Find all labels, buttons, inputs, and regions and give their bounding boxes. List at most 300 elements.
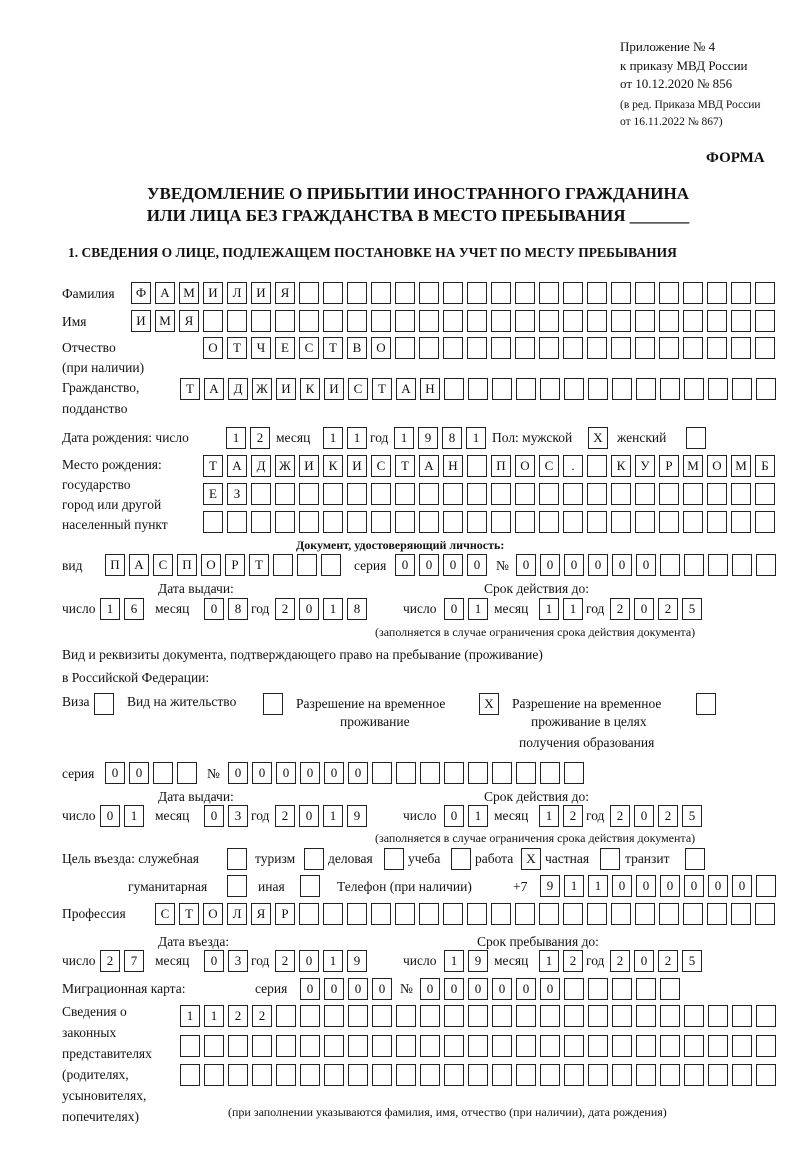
representative-cell[interactable] [180,1035,200,1057]
birthplace-cell[interactable] [731,511,751,533]
representative-cell[interactable] [468,1005,488,1027]
birthplace-cell[interactable]: Т [395,455,415,477]
name-cell[interactable] [275,310,295,332]
representative-cell[interactable] [732,1035,752,1057]
representative-cell[interactable] [420,1005,440,1027]
citizenship-cell[interactable] [492,378,512,400]
surname-cell[interactable] [539,282,559,304]
representative-cell[interactable]: 1 [204,1005,224,1027]
series-cell[interactable]: 0 [300,978,320,1000]
birthplace-cell[interactable]: А [227,455,247,477]
year-cell[interactable]: 1 [323,805,343,827]
representative-cell[interactable] [444,1005,464,1027]
surname-cell[interactable] [371,282,391,304]
citizenship-cell[interactable]: И [276,378,296,400]
phone-cell[interactable]: 9 [540,875,560,897]
birthplace-cell[interactable]: А [419,455,439,477]
number-cell[interactable] [444,762,464,784]
year-cell[interactable]: 1 [323,950,343,972]
name-cell[interactable] [587,310,607,332]
citizenship-cell[interactable] [660,378,680,400]
year-cell[interactable]: 2 [275,598,295,620]
doc-kind-cell[interactable]: А [129,554,149,576]
number-cell[interactable]: 0 [540,554,560,576]
day-cell[interactable]: 1 [468,598,488,620]
representative-cell[interactable] [612,1064,632,1086]
number-cell[interactable] [396,762,416,784]
surname-cell[interactable]: Л [227,282,247,304]
name-cell[interactable] [755,310,775,332]
surname-cell[interactable]: Я [275,282,295,304]
birthplace-cell[interactable] [275,483,295,505]
name-cell[interactable] [251,310,271,332]
phone-cell[interactable]: 0 [636,875,656,897]
sex-female-checkbox[interactable] [686,427,706,449]
month-cell[interactable]: 2 [563,950,583,972]
day-cell[interactable]: 1 [100,598,120,620]
name-cell[interactable] [659,310,679,332]
year-cell[interactable]: 5 [682,950,702,972]
citizenship-cell[interactable] [444,378,464,400]
representative-cell[interactable] [612,1035,632,1057]
representative-cell[interactable] [372,1064,392,1086]
year-cell[interactable]: 8 [347,598,367,620]
birthplace-cell[interactable] [467,483,487,505]
profession-cell[interactable] [491,903,511,925]
citizenship-cell[interactable] [612,378,632,400]
day-cell[interactable]: 7 [124,950,144,972]
representative-cell[interactable] [444,1064,464,1086]
sex-male-checkbox[interactable]: X [588,427,608,449]
purpose-humanitarian-checkbox[interactable] [227,875,247,897]
birthplace-cell[interactable]: И [299,455,319,477]
birthplace-cell[interactable]: Н [443,455,463,477]
birthplace-cell[interactable]: Б [755,455,775,477]
month-cell[interactable]: 0 [204,950,224,972]
representative-cell[interactable] [204,1064,224,1086]
series-cell[interactable]: 0 [443,554,463,576]
representative-cell[interactable] [324,1064,344,1086]
surname-cell[interactable] [395,282,415,304]
number-cell[interactable] [564,762,584,784]
representative-cell[interactable] [732,1005,752,1027]
number-cell[interactable]: 0 [636,554,656,576]
phone-cell[interactable]: 0 [732,875,752,897]
representative-cell[interactable] [588,1035,608,1057]
patronymic-cell[interactable] [635,337,655,359]
purpose-business-checkbox[interactable] [384,848,404,870]
number-cell[interactable] [420,762,440,784]
representative-cell[interactable] [564,1005,584,1027]
patronymic-cell[interactable] [515,337,535,359]
representative-cell[interactable] [492,1005,512,1027]
year-cell[interactable]: 0 [299,805,319,827]
name-cell[interactable] [203,310,223,332]
patronymic-cell[interactable]: О [371,337,391,359]
year-cell[interactable]: 2 [658,805,678,827]
representative-cell[interactable] [300,1035,320,1057]
year-cell[interactable]: 2 [610,598,630,620]
citizenship-cell[interactable]: Ж [252,378,272,400]
patronymic-cell[interactable] [587,337,607,359]
birthplace-cell[interactable] [707,483,727,505]
number-cell[interactable] [516,762,536,784]
phone-cell[interactable]: 1 [564,875,584,897]
representative-cell[interactable] [684,1035,704,1057]
name-cell[interactable] [731,310,751,332]
citizenship-cell[interactable]: Д [228,378,248,400]
number-cell[interactable]: 0 [252,762,272,784]
doc-kind-cell[interactable]: О [201,554,221,576]
year-cell[interactable]: 0 [634,950,654,972]
birthplace-cell[interactable]: К [323,455,343,477]
patronymic-cell[interactable] [707,337,727,359]
birthplace-cell[interactable]: Ж [275,455,295,477]
citizenship-cell[interactable] [516,378,536,400]
month-cell[interactable]: 1 [563,598,583,620]
profession-cell[interactable]: О [203,903,223,925]
phone-cell[interactable]: 0 [660,875,680,897]
representative-cell[interactable] [300,1064,320,1086]
surname-cell[interactable] [755,282,775,304]
representative-cell[interactable] [492,1035,512,1057]
representative-cell[interactable] [348,1064,368,1086]
birthplace-cell[interactable] [755,511,775,533]
representative-cell[interactable] [540,1005,560,1027]
birthplace-cell[interactable] [419,483,439,505]
surname-cell[interactable] [587,282,607,304]
doc-kind-cell[interactable] [297,554,317,576]
birthplace-cell[interactable]: К [611,455,631,477]
representative-cell[interactable] [564,1064,584,1086]
patronymic-cell[interactable]: Т [227,337,247,359]
birthplace-cell[interactable] [275,511,295,533]
representative-cell[interactable] [612,1005,632,1027]
representative-cell[interactable]: 1 [180,1005,200,1027]
series-cell[interactable] [177,762,197,784]
profession-cell[interactable]: Р [275,903,295,925]
citizenship-cell[interactable] [636,378,656,400]
month-cell[interactable]: 8 [228,598,248,620]
citizenship-cell[interactable]: К [300,378,320,400]
profession-cell[interactable] [731,903,751,925]
citizenship-cell[interactable] [540,378,560,400]
profession-cell[interactable] [611,903,631,925]
profession-cell[interactable] [347,903,367,925]
birthplace-cell[interactable] [539,483,559,505]
representative-cell[interactable] [564,1035,584,1057]
representative-cell[interactable] [516,1035,536,1057]
representative-cell[interactable] [276,1064,296,1086]
patronymic-cell[interactable] [731,337,751,359]
name-cell[interactable] [611,310,631,332]
number-cell[interactable] [708,554,728,576]
birthplace-cell[interactable] [371,483,391,505]
citizenship-cell[interactable]: Т [180,378,200,400]
representative-cell[interactable] [636,1035,656,1057]
profession-cell[interactable] [755,903,775,925]
name-cell[interactable] [395,310,415,332]
patronymic-cell[interactable] [755,337,775,359]
surname-cell[interactable] [563,282,583,304]
phone-cell[interactable]: 0 [684,875,704,897]
surname-cell[interactable]: А [155,282,175,304]
number-cell[interactable]: 0 [612,554,632,576]
year-cell[interactable]: 0 [634,598,654,620]
patronymic-cell[interactable] [419,337,439,359]
patronymic-cell[interactable] [491,337,511,359]
number-cell[interactable]: 0 [516,554,536,576]
patronymic-cell[interactable] [395,337,415,359]
profession-cell[interactable] [395,903,415,925]
patronymic-cell[interactable] [563,337,583,359]
series-cell[interactable]: 0 [372,978,392,1000]
profession-cell[interactable] [587,903,607,925]
surname-cell[interactable] [611,282,631,304]
number-cell[interactable] [636,978,656,1000]
birthplace-cell[interactable]: И [347,455,367,477]
number-cell[interactable] [660,554,680,576]
month-cell[interactable]: 2 [563,805,583,827]
number-cell[interactable]: 0 [420,978,440,1000]
representative-cell[interactable] [540,1064,560,1086]
representative-cell[interactable] [684,1005,704,1027]
profession-cell[interactable] [323,903,343,925]
surname-cell[interactable] [443,282,463,304]
year-cell[interactable]: 2 [610,950,630,972]
doc-kind-cell[interactable] [321,554,341,576]
birthplace-cell[interactable]: . [563,455,583,477]
surname-cell[interactable] [707,282,727,304]
number-cell[interactable]: 0 [348,762,368,784]
profession-cell[interactable] [539,903,559,925]
year-cell[interactable]: 8 [442,427,462,449]
year-cell[interactable]: 1 [466,427,486,449]
birthplace-cell[interactable] [587,511,607,533]
birthplace-cell[interactable] [443,511,463,533]
representative-cell[interactable] [708,1064,728,1086]
patronymic-cell[interactable] [659,337,679,359]
series-cell[interactable]: 0 [129,762,149,784]
year-cell[interactable]: 9 [347,805,367,827]
name-cell[interactable] [635,310,655,332]
representative-cell[interactable] [492,1064,512,1086]
year-cell[interactable]: 0 [299,598,319,620]
surname-cell[interactable] [635,282,655,304]
surname-cell[interactable] [491,282,511,304]
citizenship-cell[interactable] [708,378,728,400]
doc-kind-cell[interactable]: Т [249,554,269,576]
name-cell[interactable] [227,310,247,332]
representative-cell[interactable] [228,1064,248,1086]
patronymic-cell[interactable]: Т [323,337,343,359]
year-cell[interactable]: 2 [275,950,295,972]
day-cell[interactable]: 9 [468,950,488,972]
representative-cell[interactable] [708,1035,728,1057]
year-cell[interactable]: 9 [347,950,367,972]
name-cell[interactable] [419,310,439,332]
birthplace-cell[interactable] [323,483,343,505]
name-cell[interactable]: М [155,310,175,332]
representative-cell[interactable] [660,1005,680,1027]
birthplace-cell[interactable] [707,511,727,533]
phone-cell[interactable] [756,875,776,897]
doc-kind-cell[interactable]: Р [225,554,245,576]
representative-cell[interactable] [468,1035,488,1057]
patronymic-cell[interactable]: Ч [251,337,271,359]
citizenship-cell[interactable] [756,378,776,400]
month-cell[interactable]: 1 [347,427,367,449]
representative-cell[interactable] [276,1035,296,1057]
representative-cell[interactable] [588,1064,608,1086]
name-cell[interactable] [467,310,487,332]
citizenship-cell[interactable]: А [396,378,416,400]
profession-cell[interactable] [707,903,727,925]
month-cell[interactable]: 1 [539,950,559,972]
representative-cell[interactable] [228,1035,248,1057]
series-cell[interactable] [153,762,173,784]
representative-cell[interactable] [324,1005,344,1027]
citizenship-cell[interactable]: А [204,378,224,400]
birthplace-cell[interactable] [491,511,511,533]
series-cell[interactable]: 0 [324,978,344,1000]
profession-cell[interactable] [635,903,655,925]
representative-cell[interactable] [396,1064,416,1086]
citizenship-cell[interactable] [468,378,488,400]
month-cell[interactable]: 1 [539,598,559,620]
name-cell[interactable] [683,310,703,332]
representative-cell[interactable] [684,1064,704,1086]
patronymic-cell[interactable]: В [347,337,367,359]
representative-cell[interactable] [420,1035,440,1057]
representative-cell[interactable] [756,1035,776,1057]
birthplace-cell[interactable]: О [515,455,535,477]
surname-cell[interactable] [467,282,487,304]
phone-cell[interactable]: 0 [708,875,728,897]
citizenship-cell[interactable] [564,378,584,400]
birthplace-cell[interactable]: З [227,483,247,505]
number-cell[interactable] [588,978,608,1000]
representative-cell[interactable] [516,1005,536,1027]
patronymic-cell[interactable]: О [203,337,223,359]
profession-cell[interactable] [467,903,487,925]
doc-kind-cell[interactable]: С [153,554,173,576]
birthplace-cell[interactable]: Д [251,455,271,477]
representative-cell[interactable] [180,1064,200,1086]
birthplace-cell[interactable]: Е [203,483,223,505]
birthplace-cell[interactable] [467,455,487,477]
representative-cell[interactable] [588,1005,608,1027]
year-cell[interactable]: 9 [418,427,438,449]
number-cell[interactable] [732,554,752,576]
birthplace-cell[interactable] [347,511,367,533]
day-cell[interactable]: 0 [100,805,120,827]
year-cell[interactable]: 2 [275,805,295,827]
representative-cell[interactable] [516,1064,536,1086]
representative-cell[interactable] [300,1005,320,1027]
number-cell[interactable] [564,978,584,1000]
purpose-private-checkbox[interactable] [600,848,620,870]
birthplace-cell[interactable] [683,483,703,505]
number-cell[interactable] [612,978,632,1000]
birthplace-cell[interactable] [635,511,655,533]
purpose-official-checkbox[interactable] [227,848,247,870]
birthplace-cell[interactable] [587,483,607,505]
name-cell[interactable] [323,310,343,332]
representative-cell[interactable] [348,1035,368,1057]
number-cell[interactable]: 0 [516,978,536,1000]
phone-cell[interactable]: 1 [588,875,608,897]
profession-cell[interactable] [299,903,319,925]
surname-cell[interactable] [323,282,343,304]
phone-cell[interactable]: 0 [612,875,632,897]
representative-cell[interactable] [252,1064,272,1086]
representative-cell[interactable] [276,1005,296,1027]
birthplace-cell[interactable] [635,483,655,505]
representative-cell[interactable]: 2 [228,1005,248,1027]
birthplace-cell[interactable] [491,483,511,505]
birthplace-cell[interactable]: М [683,455,703,477]
birthplace-cell[interactable]: Т [203,455,223,477]
patronymic-cell[interactable]: Е [275,337,295,359]
number-cell[interactable] [492,762,512,784]
birthplace-cell[interactable]: С [371,455,391,477]
name-cell[interactable] [707,310,727,332]
purpose-other-checkbox[interactable] [300,875,320,897]
representative-cell[interactable] [348,1005,368,1027]
day-cell[interactable]: 1 [226,427,246,449]
number-cell[interactable] [660,978,680,1000]
day-cell[interactable]: 1 [468,805,488,827]
profession-cell[interactable] [515,903,535,925]
patronymic-cell[interactable]: С [299,337,319,359]
birthplace-cell[interactable] [659,511,679,533]
birthplace-cell[interactable] [203,511,223,533]
citizenship-cell[interactable]: С [348,378,368,400]
representative-cell[interactable] [636,1064,656,1086]
birthplace-cell[interactable] [587,455,607,477]
day-cell[interactable]: 0 [444,598,464,620]
citizenship-cell[interactable]: Н [420,378,440,400]
representative-cell[interactable] [732,1064,752,1086]
purpose-work-checkbox[interactable]: X [521,848,541,870]
number-cell[interactable] [468,762,488,784]
name-cell[interactable] [491,310,511,332]
number-cell[interactable] [372,762,392,784]
surname-cell[interactable]: Ф [131,282,151,304]
doc-kind-cell[interactable]: П [177,554,197,576]
patronymic-cell[interactable] [467,337,487,359]
number-cell[interactable]: 0 [564,554,584,576]
purpose-tourism-checkbox[interactable] [304,848,324,870]
representative-cell[interactable] [372,1035,392,1057]
profession-cell[interactable] [659,903,679,925]
year-cell[interactable]: 1 [323,598,343,620]
birthplace-cell[interactable] [563,511,583,533]
birthplace-cell[interactable] [731,483,751,505]
month-cell[interactable]: 1 [323,427,343,449]
citizenship-cell[interactable]: И [324,378,344,400]
number-cell[interactable]: 0 [588,554,608,576]
number-cell[interactable]: 0 [276,762,296,784]
representative-cell[interactable] [252,1035,272,1057]
birthplace-cell[interactable]: У [635,455,655,477]
number-cell[interactable] [540,762,560,784]
profession-cell[interactable] [443,903,463,925]
representative-cell[interactable] [324,1035,344,1057]
visa-checkbox[interactable] [94,693,114,715]
year-cell[interactable]: 0 [299,950,319,972]
